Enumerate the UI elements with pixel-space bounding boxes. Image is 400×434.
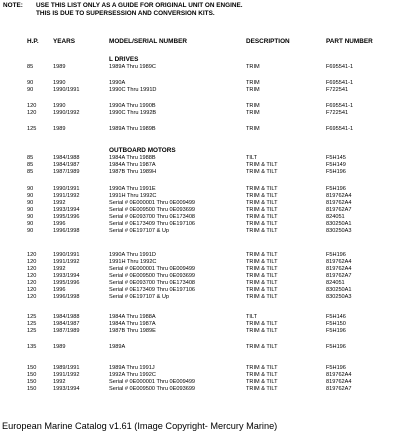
note-block <box>3 2 243 18</box>
row-model: Serial # 0E093700 Thru 0E173408 <box>109 280 196 286</box>
table-row <box>0 87 400 94</box>
row-years: 1996 <box>53 287 66 293</box>
row-model: Serial # 0E197107 & Up <box>109 294 170 300</box>
row-model: 1987B Thru 1989H <box>109 169 157 175</box>
table-row <box>0 80 400 87</box>
row-years: 1990/1991 <box>53 87 80 93</box>
row-part-number: F5H146 <box>326 314 346 320</box>
row-hp: 120 <box>27 273 37 279</box>
table-row <box>0 64 400 71</box>
table-row <box>0 379 400 386</box>
row-part-number: F5H196 <box>326 169 346 175</box>
row-model: Serial # 0E000001 Thru 0E009499 <box>109 266 196 272</box>
row-model: Serial # 0E093700 Thru 0E173408 <box>109 214 196 220</box>
table-row <box>0 386 400 393</box>
row-description: TRIM & TILT <box>246 207 278 213</box>
row-model: 1992A Thru 1992C <box>109 372 156 378</box>
row-hp: 120 <box>27 252 37 258</box>
row-hp: 150 <box>27 372 37 378</box>
row-hp: 85 <box>27 162 34 168</box>
table-row <box>0 280 400 287</box>
row-years: 1991/1992 <box>53 259 80 265</box>
row-model: Serial # 0E009500 Thru 0E093699 <box>109 386 196 392</box>
row-hp: 90 <box>27 214 34 220</box>
row-model: 1990C Thru 1991D <box>109 87 157 93</box>
table-row <box>0 169 400 176</box>
table-row <box>0 103 400 110</box>
row-model: 1989A <box>109 344 126 350</box>
row-model: 1984A Thru 1988B <box>109 155 156 161</box>
row-hp: 90 <box>27 186 34 192</box>
row-hp: 150 <box>27 379 37 385</box>
row-description: TRIM & TILT <box>246 169 278 175</box>
table-row <box>0 110 400 117</box>
table-row <box>0 228 400 235</box>
row-hp: 125 <box>27 314 37 320</box>
row-hp: 125 <box>27 126 37 132</box>
row-part-number: 819762A7 <box>326 386 352 392</box>
row-model: 1990A Thru 1991E <box>109 186 156 192</box>
row-years: 1990/1992 <box>53 110 80 116</box>
row-years: 1989 <box>53 64 66 70</box>
row-years: 1995/1996 <box>53 214 80 220</box>
row-hp: 85 <box>27 169 34 175</box>
row-hp: 90 <box>27 228 34 234</box>
row-years: 1993/1994 <box>53 386 80 392</box>
header-part-number: PART NUMBER <box>326 38 373 45</box>
row-hp: 120 <box>27 280 37 286</box>
row-part-number: F5H149 <box>326 162 346 168</box>
row-years: 1992 <box>53 266 66 272</box>
table-row <box>0 186 400 193</box>
row-years: 1996/1998 <box>53 294 80 300</box>
section-l-drives: L DRIVES <box>109 56 139 63</box>
row-model: 1990A Thru 1991D <box>109 252 156 258</box>
row-description: TRIM & TILT <box>246 221 278 227</box>
row-part-number: F5H145 <box>326 155 346 161</box>
row-part-number: 824051 <box>326 214 345 220</box>
footer-caption: European Marine Catalog v1.61 (Image Copyright- Mercury Marine) <box>2 421 278 431</box>
row-years: 1987/1989 <box>53 328 80 334</box>
row-hp: 90 <box>27 193 34 199</box>
table-row <box>0 252 400 259</box>
row-part-number: 819762A4 <box>326 193 352 199</box>
table-row <box>0 200 400 207</box>
row-description: TRIM & TILT <box>246 294 278 300</box>
row-description: TRIM & TILT <box>246 273 278 279</box>
row-description: TILT <box>246 155 258 161</box>
row-part-number: 824051 <box>326 280 345 286</box>
row-description: TRIM & TILT <box>246 193 278 199</box>
row-model: 1989A Thru 1989B <box>109 126 156 132</box>
row-hp: 125 <box>27 321 37 327</box>
table-row <box>0 344 400 351</box>
row-description: TRIM & TILT <box>246 372 278 378</box>
header-years: YEARS <box>53 38 76 45</box>
note-label: NOTE: <box>3 2 23 9</box>
row-hp: 150 <box>27 365 37 371</box>
row-model: 1984A Thru 1988A <box>109 314 156 320</box>
row-model: Serial # 0E173409 Thru 0E197106 <box>109 221 196 227</box>
row-description: TRIM & TILT <box>246 379 278 385</box>
row-model: 1989A Thru 1991J <box>109 365 155 371</box>
row-model: 1989A Thru 1989C <box>109 64 156 70</box>
row-years: 1996/1998 <box>53 228 80 234</box>
row-description: TRIM <box>246 103 260 109</box>
row-part-number: F5H196 <box>326 344 346 350</box>
row-part-number: 819762A7 <box>326 207 352 213</box>
row-description: TRIM & TILT <box>246 287 278 293</box>
row-years: 1990/1991 <box>53 252 80 258</box>
row-hp: 120 <box>27 259 37 265</box>
row-description: TRIM & TILT <box>246 328 278 334</box>
row-model: 1991H Thru 1992C <box>109 193 157 199</box>
row-model: Serial # 0E000001 Thru 0E009499 <box>109 379 196 385</box>
row-years: 1993/1994 <box>53 273 80 279</box>
row-part-number: F5H196 <box>326 328 346 334</box>
row-part-number: 819762A7 <box>326 273 352 279</box>
row-part-number: 830250A3 <box>326 228 352 234</box>
row-years: 1990 <box>53 103 66 109</box>
row-description: TRIM & TILT <box>246 228 278 234</box>
row-hp: 120 <box>27 110 37 116</box>
row-model: Serial # 0E173409 Thru 0E197106 <box>109 287 196 293</box>
row-years: 1989/1991 <box>53 365 80 371</box>
row-years: 1992 <box>53 200 66 206</box>
row-part-number: 819762A4 <box>326 259 352 265</box>
row-hp: 120 <box>27 103 37 109</box>
section-outboard-motors: OUTBOARD MOTORS <box>109 147 176 154</box>
row-hp: 85 <box>27 64 34 70</box>
row-part-number: 830250A1 <box>326 287 352 293</box>
note-line-2: THIS IS DUE TO SUPERSESSION AND CONVERSION KITS. <box>36 10 215 17</box>
row-part-number: 819762A4 <box>326 266 352 272</box>
row-model: 1990C Thru 1992B <box>109 110 157 116</box>
row-description: TRIM & TILT <box>246 252 278 258</box>
row-description: TRIM <box>246 80 260 86</box>
row-part-number: F695541-1 <box>326 64 354 70</box>
row-years: 1984/1987 <box>53 162 80 168</box>
row-description: TRIM <box>246 87 260 93</box>
table-row <box>0 207 400 214</box>
row-years: 1992 <box>53 379 66 385</box>
row-years: 1991/1992 <box>53 372 80 378</box>
row-description: TRIM & TILT <box>246 214 278 220</box>
row-model: 1990A <box>109 80 126 86</box>
row-description: TRIM & TILT <box>246 266 278 272</box>
header-model: MODEL/SERIAL NUMBER <box>109 38 187 45</box>
table-row <box>0 193 400 200</box>
row-model: 1984A Thru 1987A <box>109 321 156 327</box>
row-part-number: F5H150 <box>326 321 346 327</box>
row-hp: 90 <box>27 207 34 213</box>
row-part-number: F722541 <box>326 110 349 116</box>
row-model: Serial # 0E000001 Thru 0E009499 <box>109 200 196 206</box>
row-part-number: F695541-1 <box>326 126 354 132</box>
row-model: Serial # 0E197107 & Up <box>109 228 170 234</box>
row-part-number: F695541-1 <box>326 80 354 86</box>
row-part-number: F722541 <box>326 87 349 93</box>
row-years: 1984/1987 <box>53 321 80 327</box>
table-row <box>0 214 400 221</box>
row-description: TRIM <box>246 64 260 70</box>
row-part-number: F695541-1 <box>326 103 354 109</box>
row-model: 1990A Thru 1990B <box>109 103 156 109</box>
row-description: TRIM & TILT <box>246 280 278 286</box>
table-row <box>0 266 400 273</box>
table-row <box>0 328 400 335</box>
row-description: TRIM & TILT <box>246 386 278 392</box>
row-part-number: 819762A4 <box>326 200 352 206</box>
table-header <box>0 38 400 47</box>
row-description: TRIM & TILT <box>246 259 278 265</box>
header-hp: H.P. <box>27 38 39 45</box>
row-model: 1984A Thru 1987A <box>109 162 156 168</box>
row-description: TRIM & TILT <box>246 162 278 168</box>
row-part-number: F5H196 <box>326 252 346 258</box>
row-part-number: 819762A4 <box>326 379 352 385</box>
header-description: DESCRIPTION <box>246 38 290 45</box>
row-years: 1990 <box>53 80 66 86</box>
table-row <box>0 155 400 162</box>
row-hp: 90 <box>27 221 34 227</box>
row-years: 1989 <box>53 126 66 132</box>
row-hp: 120 <box>27 266 37 272</box>
table-row <box>0 321 400 328</box>
row-description: TRIM & TILT <box>246 365 278 371</box>
row-part-number: F5H196 <box>326 365 346 371</box>
row-part-number: F5H196 <box>326 186 346 192</box>
row-hp: 90 <box>27 87 34 93</box>
note-line-1: USE THIS LIST ONLY AS A GUIDE FOR ORIGINAL UNIT ON ENGINE. <box>36 2 243 9</box>
row-years: 1993/1994 <box>53 207 80 213</box>
table-row <box>0 372 400 379</box>
row-description: TRIM & TILT <box>246 200 278 206</box>
row-hp: 120 <box>27 294 37 300</box>
row-years: 1990/1991 <box>53 186 80 192</box>
row-description: TRIM <box>246 126 260 132</box>
row-hp: 90 <box>27 200 34 206</box>
row-years: 1987/1989 <box>53 169 80 175</box>
row-model: Serial # 0E009500 Thru 0E093699 <box>109 273 196 279</box>
row-part-number: 819762A4 <box>326 372 352 378</box>
row-hp: 150 <box>27 386 37 392</box>
row-part-number: 830250A1 <box>326 221 352 227</box>
row-hp: 125 <box>27 328 37 334</box>
table-row <box>0 287 400 294</box>
table-row <box>0 314 400 321</box>
row-description: TRIM & TILT <box>246 321 278 327</box>
row-part-number: 830250A3 <box>326 294 352 300</box>
table-row <box>0 365 400 372</box>
row-years: 1995/1996 <box>53 280 80 286</box>
table-row <box>0 221 400 228</box>
table-row <box>0 294 400 301</box>
table-row <box>0 126 400 133</box>
row-years: 1984/1988 <box>53 155 80 161</box>
row-hp: 120 <box>27 287 37 293</box>
row-hp: 90 <box>27 80 34 86</box>
row-description: TILT <box>246 314 258 320</box>
row-description: TRIM & TILT <box>246 344 278 350</box>
table-row <box>0 162 400 169</box>
row-hp: 85 <box>27 155 34 161</box>
row-hp: 135 <box>27 344 37 350</box>
row-years: 1991/1992 <box>53 193 80 199</box>
row-description: TRIM & TILT <box>246 186 278 192</box>
row-model: 1987B Thru 1989E <box>109 328 156 334</box>
row-years: 1984/1988 <box>53 314 80 320</box>
row-model: 1991H Thru 1992C <box>109 259 157 265</box>
row-years: 1996 <box>53 221 66 227</box>
row-years: 1989 <box>53 344 66 350</box>
row-model: Serial # 0E009500 Thru 0E093699 <box>109 207 196 213</box>
row-description: TRIM <box>246 110 260 116</box>
table-row <box>0 259 400 266</box>
table-row <box>0 273 400 280</box>
